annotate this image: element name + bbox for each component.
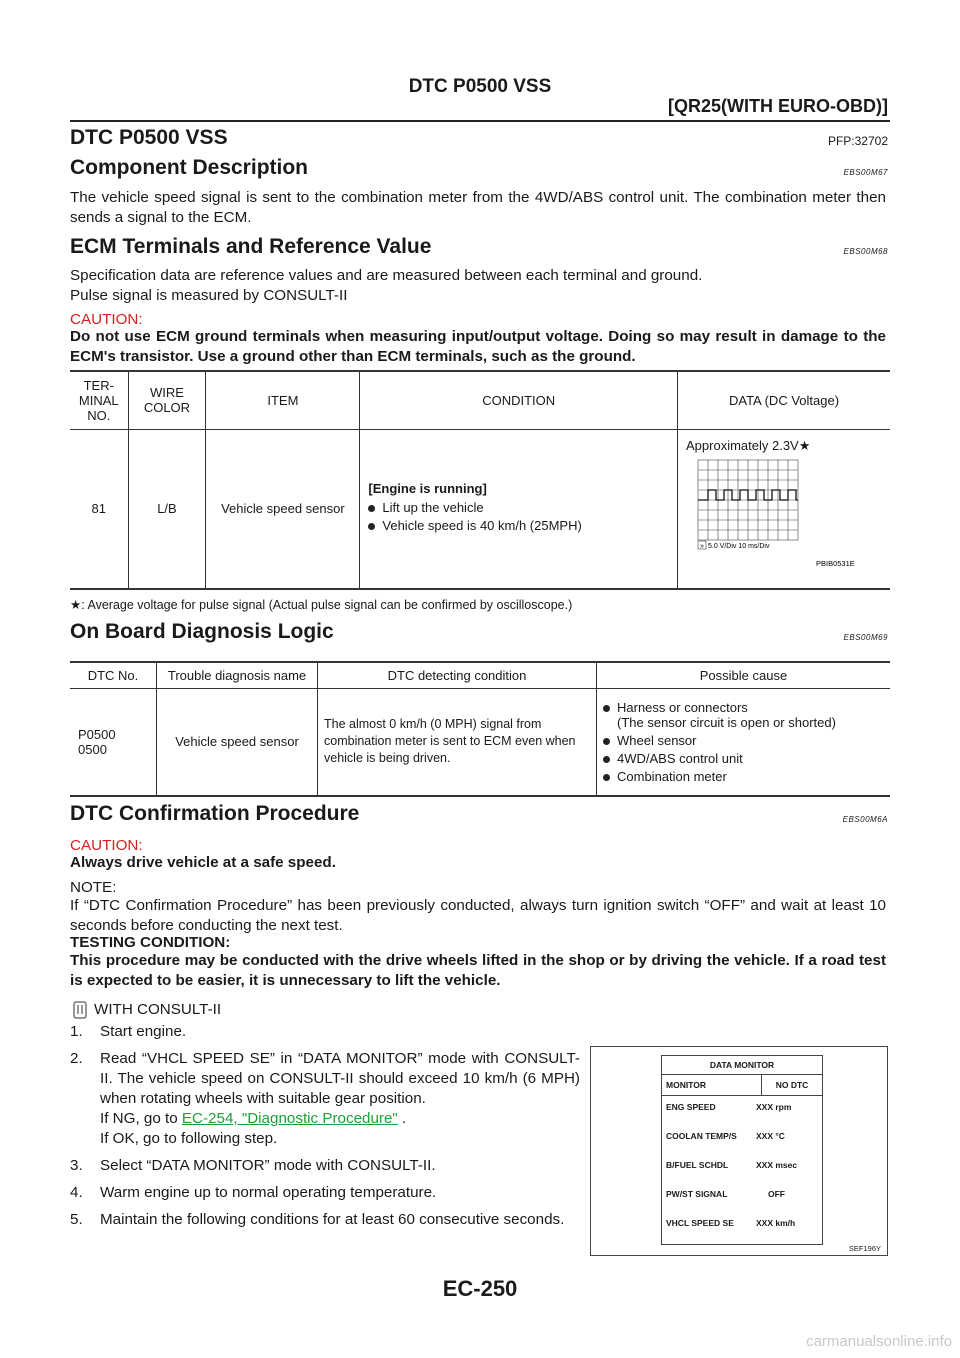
bullet-icon (603, 774, 610, 781)
data-value: Approximately 2.3V★ (686, 437, 811, 453)
monitor-row: PW/ST SIGNAL OFF (666, 1189, 785, 1199)
th-condition: CONDITION (360, 371, 678, 429)
monitor-row: B/FUEL SCHDL XXX msec (666, 1160, 798, 1170)
section-heading-obd-logic: On Board Diagnosis Logic (70, 620, 334, 643)
bullet-icon (368, 505, 375, 512)
th-possible-cause: Possible cause (597, 662, 891, 688)
header-subtitle: [QR25(WITH EURO-OBD)] (668, 96, 888, 116)
pulse-waveform (698, 490, 798, 500)
star-icon: ★ (798, 437, 811, 453)
note-text: If “DTC Confirmation Procedure” has been previously conducted, always turn ignition switch “OFF” and wait at least 10 seconds before conducting the next test. (70, 897, 886, 934)
caution-label: CAUTION: (70, 311, 143, 328)
figure-code: PBIB0531E (816, 558, 855, 568)
testing-condition-label: TESTING CONDITION: (70, 934, 231, 951)
caution-text: Do not use ECM ground terminals when measuring input/output voltage. Doing so may result in damage to the ECM's transistor. Use a ground other than ECM terminals, such as the ground. (70, 328, 886, 365)
section-code: EBS00M68 (843, 247, 888, 256)
bullet-icon (368, 523, 375, 530)
th-wire-color: WIRE COLOR (128, 371, 206, 429)
page-number: EC-250 (442, 1276, 518, 1301)
bullet-icon (603, 738, 610, 745)
cell-item: Vehicle speed sensor (206, 429, 360, 589)
th-data: DATA (DC Voltage) (678, 371, 891, 429)
spec-line-1: Specification data are reference values and are measured between each terminal and ground. (70, 267, 703, 284)
section-code: EBS00M67 (843, 168, 888, 177)
section-code: EBS00M69 (843, 633, 888, 642)
bullet-icon (603, 705, 610, 712)
monitor-row: VHCL SPEED SE XXX km/h (666, 1218, 796, 1228)
testing-condition-text: This procedure may be conducted with the drive wheels lifted in the shop or by driving the vehicle. If a road test is expected to be easier, it is unnecessary to lift the vehicle. (70, 952, 886, 989)
monitor-row: COOLAN TEMP/S XXX °C (666, 1131, 785, 1141)
cause-item: Combination meter (603, 769, 884, 784)
caution-label: CAUTION: (70, 837, 143, 854)
diagnostic-procedure-link[interactable]: EC-254, "Diagnostic Procedure" (181, 1110, 398, 1127)
th-trouble-name: Trouble diagnosis name (157, 662, 318, 688)
bullet-icon (603, 756, 610, 763)
pfp-code: PFP:32702 (827, 134, 888, 148)
cause-item: Harness or connectors (The sensor circuit is open or shorted) (603, 700, 884, 730)
cell-condition (360, 429, 678, 589)
watermark: carmanualsonline.info (806, 1333, 952, 1350)
data-monitor-columns (662, 1075, 822, 1096)
procedure-step: 2. Read “VHCL SPEED SE” in “DATA MONITOR” mode with CONSULT-II. The vehicle speed on CONSULT-II should exceed 10 km/h (6 MPH) when rotating wheels with suitable gear position. If NG, go to EC-254, "Diagnostic Procedure" . If OK, go to following step. (70, 1050, 580, 1147)
header-rule (70, 120, 890, 122)
condition-item: Vehicle speed is 40 km/h (25MPH) (368, 518, 673, 533)
consult-tool-icon (70, 1000, 90, 1020)
condition-title: [Engine is running] (368, 481, 487, 497)
section-heading-ecm: ECM Terminals and Reference Value (70, 235, 432, 258)
svg-text:»: » (700, 542, 704, 550)
cell-data (678, 429, 891, 589)
page-title: DTC P0500 VSS (70, 126, 228, 149)
consult-heading: WITH CONSULT-II (70, 1000, 886, 1020)
procedure-step: 1. Start engine. (70, 1023, 187, 1040)
procedure-step: 4. Warm engine up to normal operating temperature. (70, 1184, 437, 1201)
cause-item: 4WD/ABS control unit (603, 751, 884, 766)
cell-detecting-condition: The almost 0 km/h (0 MPH) signal from combination meter is sent to ECM even when vehicle is being driven. (318, 688, 597, 796)
no-dtc-column: NO DTC (761, 1075, 822, 1095)
cell-dtc-no: P0500 0500 (78, 726, 116, 757)
procedure-steps (70, 1022, 580, 1237)
figure-code: SEF196Y (848, 1244, 881, 1253)
procedure-step: 5. Maintain the following conditions for at least 60 consecutive seconds. (70, 1211, 565, 1228)
obd-logic-table (70, 661, 890, 797)
section-heading-confirmation: DTC Confirmation Procedure (70, 802, 360, 825)
data-monitor-figure (590, 1046, 888, 1256)
condition-item: Lift up the vehicle (368, 500, 673, 515)
section-code: EBS00M6A (842, 815, 888, 824)
caution-text: Always drive vehicle at a safe speed. (70, 854, 336, 871)
cell-possible-cause (597, 688, 891, 796)
data-monitor-screen (661, 1055, 823, 1245)
cell-wire-color: L/B (128, 429, 206, 589)
star-icon: ★ (70, 598, 82, 612)
ecm-terminal-table (70, 370, 890, 590)
cell-terminal: 81 (91, 501, 106, 517)
header-title: DTC P0500 VSS (408, 76, 552, 97)
spec-line-2: Pulse signal is measured by CONSULT-II (70, 287, 348, 304)
data-monitor-rows (662, 1096, 822, 1253)
scope-scale-label: 5.0 V/Div 10 ms/Div (708, 542, 770, 550)
th-dtc-no: DTC No. (70, 662, 157, 688)
section-heading-component: Component Description (70, 156, 309, 179)
oscilloscope-figure (686, 456, 886, 568)
procedure-step: 3. Select “DATA MONITOR” mode with CONSULT-II. (70, 1157, 436, 1174)
th-item: ITEM (206, 371, 360, 429)
monitor-column: MONITOR (666, 1080, 706, 1090)
table-footnote: ★: Average voltage for pulse signal (Actual pulse signal can be confirmed by oscilloscope.) (70, 598, 573, 612)
th-detecting-condition: DTC detecting condition (318, 662, 597, 688)
note-label: NOTE: (70, 879, 117, 896)
cause-item: Wheel sensor (603, 733, 884, 748)
component-description-text: The vehicle speed signal is sent to the combination meter from the 4WD/ABS control unit. The combination meter then sends a signal to the ECM. (70, 189, 886, 226)
th-terminal: TER-MINAL NO. (70, 371, 128, 429)
monitor-row: ENG SPEED XXX rpm (666, 1102, 792, 1112)
data-monitor-title: DATA MONITOR (662, 1056, 822, 1075)
cell-trouble-name: Vehicle speed sensor (157, 688, 318, 796)
